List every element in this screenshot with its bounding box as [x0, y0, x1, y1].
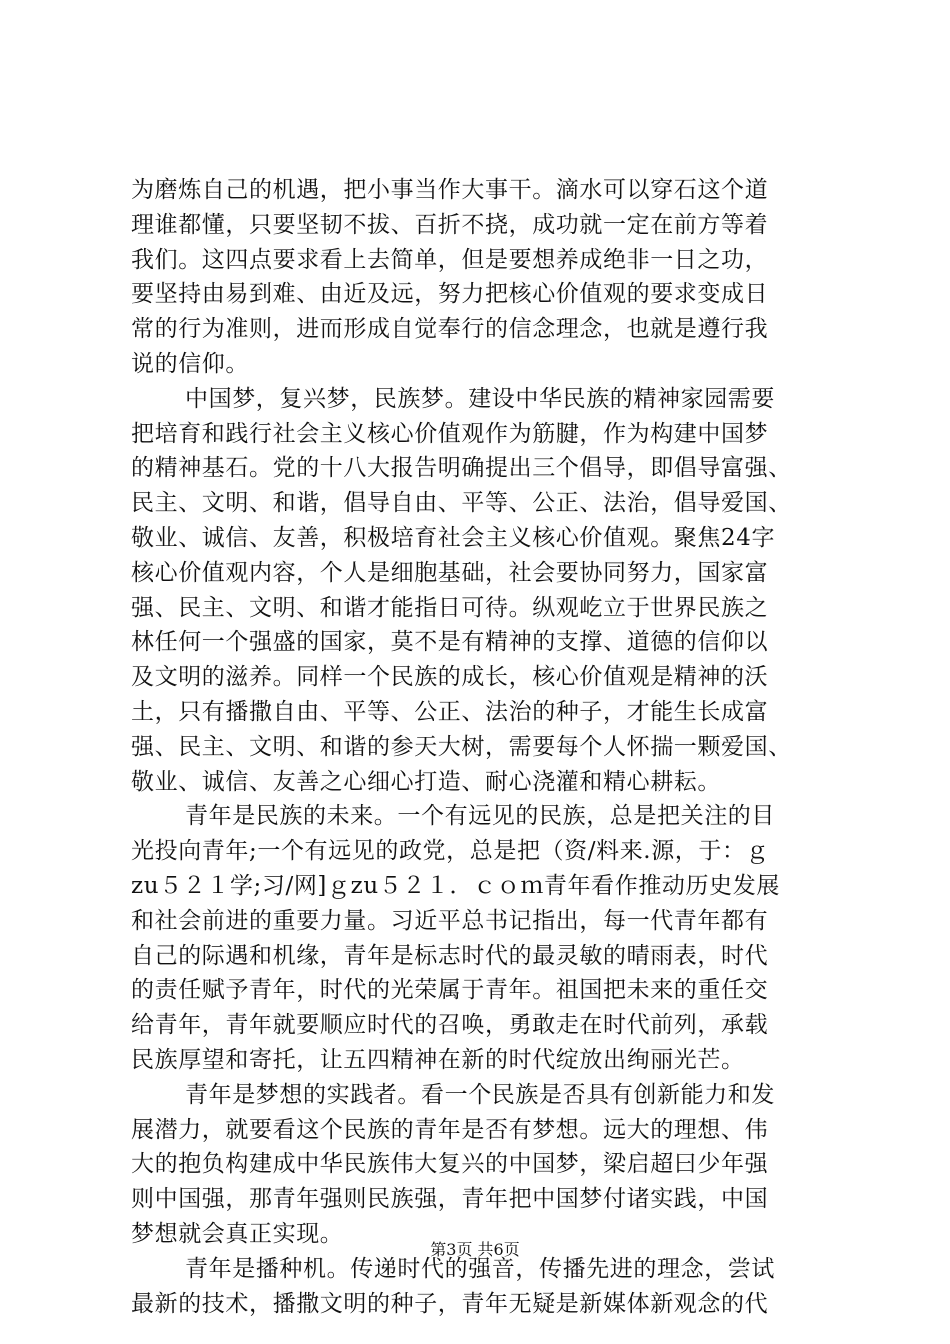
text-line: zu５２１学;习/网]ｇzu５２１．ｃｏｍ青年看作推动历史发展 — [131, 872, 780, 899]
text-line: 则中国强，那青年强则民族强，青年把中国梦付诸实践，中国 — [131, 1186, 769, 1213]
text-line: 理谁都懂，只要坚韧不拔、百折不挠，成功就一定在前方等着 — [131, 211, 769, 238]
text-line: 大的抱负构建成中华民族伟大复兴的中国梦，梁启超曰少年强 — [131, 1151, 769, 1178]
text-line: 最新的技术，播撒文明的种子，青年无疑是新媒体新观念的代 — [131, 1290, 769, 1317]
paragraph-start-line: 青年是民族的未来。一个有远见的民族，总是把关注的目 — [185, 803, 775, 830]
text-line: 林任何一个强盛的国家，莫不是有精神的支撑、道德的信仰以 — [131, 629, 769, 656]
text-line: 敬业、诚信、友善之心细心打造、耐心浇灌和精心耕耘。 — [131, 768, 721, 795]
text-line: 民族厚望和寄托，让五四精神在新的时代绽放出绚丽光芒。 — [131, 1046, 745, 1073]
text-line: 强、民主、文明、和谐才能指日可待。纵观屹立于世界民族之 — [131, 594, 769, 621]
text-line: 展潜力，就要看这个民族的青年是否有梦想。远大的理想、伟 — [131, 1116, 769, 1143]
text-line: 梦想就会真正实现。 — [131, 1220, 344, 1247]
text-line: 把培育和践行社会主义核心价值观作为筋腱，作为构建中国梦 — [131, 420, 769, 447]
text-line: 光投向青年;一个有远见的政党，总是把（资/料来.源，于：ｇ — [131, 838, 770, 865]
text-line: 核心价值观内容，个人是细胞基础，社会要协同努力，国家富 — [131, 559, 769, 586]
text-line: 要坚持由易到难、由近及远，努力把核心价值观的要求变成日 — [131, 281, 769, 308]
text-line: 为磨炼自己的机遇，把小事当作大事干。滴水可以穿石这个道 — [131, 177, 769, 203]
paragraph-start-line: 青年是梦想的实践者。看一个民族是否具有创新能力和发 — [185, 1081, 775, 1108]
text-line: 强、民主、文明、和谐的参天大树，需要每个人怀揣一颗爱国、 — [131, 733, 792, 760]
body-text — [131, 173, 821, 1321]
paragraph-start-line: 青年是播种机。传递时代的强音，传播先进的理念，尝试 — [185, 1255, 775, 1282]
text-line: 给青年，青年就要顺应时代的召唤，勇敢走在时代前列，承载 — [131, 1012, 769, 1039]
text-line: 自己的际遇和机缘，青年是标志时代的最灵敏的晴雨表，时代 — [131, 942, 769, 969]
text-line: 民主、文明、和谐，倡导自由、平等、公正、法治，倡导爱国、 — [131, 490, 792, 517]
text-line: 我们。这四点要求看上去简单，但是要想养成绝非一日之功， — [131, 246, 769, 273]
text-line: 土，只有播撒自由、平等、公正、法治的种子，才能生长成富 — [131, 698, 769, 725]
text-line: 说的信仰。 — [131, 350, 249, 377]
text-line: 的责任赋予青年，时代的光荣属于青年。祖国把未来的重任交 — [131, 977, 769, 1004]
paragraph-start-line: 中国梦，复兴梦，民族梦。建设中华民族的精神家园需要 — [185, 385, 775, 412]
text-line: 敬业、诚信、友善，积极培育社会主义核心价值观。聚焦24字 — [131, 524, 776, 551]
text-line: 及文明的滋养。同样一个民族的成长，核心价值观是精神的沃 — [131, 664, 769, 691]
text-line: 和社会前进的重要力量。习近平总书记指出，每一代青年都有 — [131, 907, 769, 934]
text-line: 的精神基石。党的十八大报告明确提出三个倡导，即倡导富强、 — [131, 455, 792, 482]
page-footer: 第3页 共6页 — [430, 1240, 520, 1259]
text-line: 常的行为准则，进而形成自觉奉行的信念理念，也就是遵行我 — [131, 316, 769, 343]
